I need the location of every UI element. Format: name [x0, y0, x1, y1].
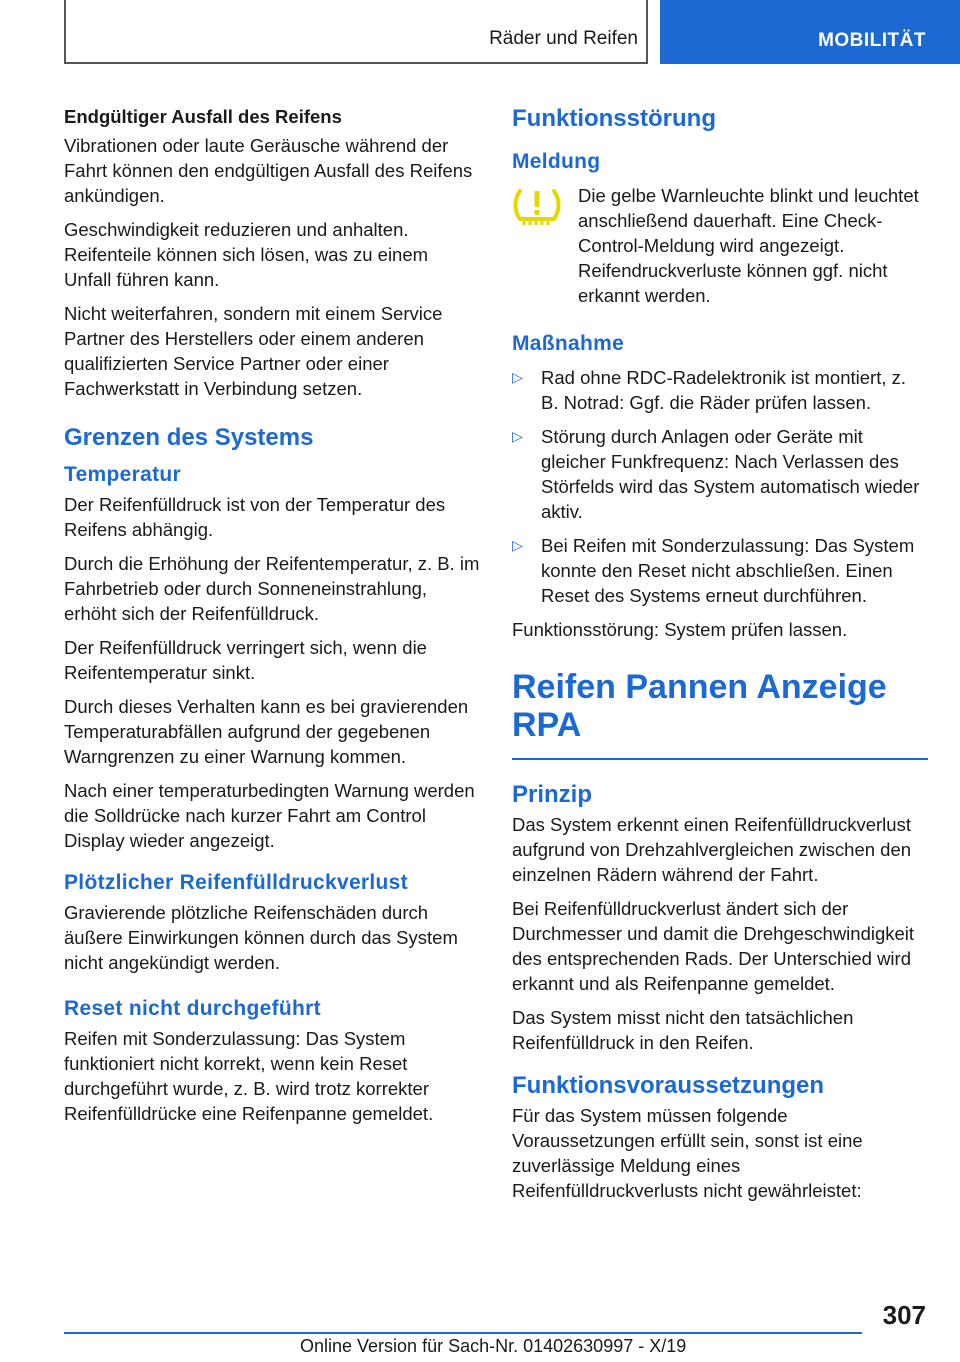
measure-list	[512, 365, 928, 608]
left-column	[64, 104, 480, 1135]
failure-title: Endgültiger Ausfall des Reifens	[64, 106, 342, 127]
heading-malfunction: Funktionsstörung	[512, 105, 716, 132]
heading-prerequisites: Funktionsvoraussetzungen	[512, 1072, 825, 1099]
heading-message: Meldung	[512, 150, 601, 173]
header-section-box	[64, 0, 648, 64]
malfunction-conclusion: Funktionsstörung: System prüfen lassen.	[512, 619, 848, 640]
failure-paragraph-1: Vibrationen oder laute Geräusche während der Fahrt können den endgültigen Ausfall des Reifens ankündigen.	[64, 135, 473, 206]
principle-paragraph-1: Das System erkennt einen Reifenfülldruckverlust aufgrund von Drehzahlvergleichen zwischen den einzelnen Rädern während der Fahrt.	[512, 814, 912, 885]
header-chapter-tab	[660, 0, 960, 64]
right-column	[512, 104, 928, 1212]
heading-reset-not-done: Reset nicht durchgeführt	[64, 997, 321, 1020]
header-chapter-label: MOBILITÄT	[818, 30, 926, 51]
header-section-title: Räder und Reifen	[489, 28, 638, 49]
failure-paragraph-2: Geschwindigkeit reduzieren und anhalten. Reifenteile können sich lösen, was zu einem Unfall führen kann.	[64, 219, 429, 290]
page-number: 307	[882, 1300, 926, 1330]
heading-sudden-pressure-loss: Plötzlicher Reifenfülldruckverlust	[64, 871, 408, 894]
list-item: ▷ Bei Reifen mit Sonderzulassung: Das System konnte den Reset nicht abschließen. Einen Reset des Systems erneut durchführen.	[512, 535, 915, 606]
triangle-bullet-icon: ▷	[512, 369, 523, 385]
tire-pressure-warning-icon	[512, 183, 562, 227]
footer-online-version: Online Version für Sach-Nr. 01402630997 - X/19	[300, 1336, 687, 1356]
prerequisites-paragraph: Für das System müssen folgende Voraussetzungen erfüllt sein, sonst ist eine zuverlässige Meldung eines Reifenfülldruckverlusts nicht gewährleistet:	[512, 1105, 863, 1201]
message-block	[512, 183, 928, 308]
heading-rpa: Reifen Pannen Anzeige RPA	[512, 668, 928, 760]
principle-paragraph-3: Das System misst nicht den tatsächlichen Reifenfülldruck in den Reifen.	[512, 1007, 854, 1053]
list-item: ▷ Rad ohne RDC-Radelektronik ist montiert, z. B. Notrad: Ggf. die Räder prüfen lassen.	[512, 367, 907, 413]
heading-principle: Prinzip	[512, 781, 593, 808]
heading-measure: Maßnahme	[512, 332, 625, 355]
reset-paragraph: Reifen mit Sonderzulassung: Das System funktioniert nicht korrekt, wenn kein Reset durchgeführt wurde, z. B. wird trotz korrekter Reifenfülldrücke eine Reifenpanne gemeldet.	[64, 1028, 434, 1124]
list-item: ▷ Störung durch Anlagen oder Geräte mit gleicher Funkfrequenz: Nach Verlassen des Störfelds wird das System automatisch wieder aktiv.	[512, 426, 920, 522]
heading-temperature: Temperatur	[64, 463, 181, 486]
temperature-paragraph-4: Durch dieses Verhalten kann es bei gravierenden Temperaturabfällen aufgrund der gegebenen Warngrenzen zu einer Warnung kommen.	[64, 696, 469, 767]
sudden-loss-paragraph: Gravierende plötzliche Reifenschäden durch äußere Einwirkungen können durch das System nicht angekündigt werden.	[64, 902, 458, 973]
triangle-bullet-icon: ▷	[512, 537, 523, 553]
heading-system-limits: Grenzen des Systems	[64, 424, 314, 451]
temperature-paragraph-3: Der Reifenfülldruck verringert sich, wenn die Reifentemperatur sinkt.	[64, 637, 427, 683]
temperature-paragraph-5: Nach einer temperaturbedingten Warnung werden die Solldrücke nach kurzer Fahrt am Control Display wieder angezeigt.	[64, 780, 475, 851]
message-paragraph: Die gelbe Warnleuchte blinkt und leuchtet anschließend dauerhaft. Eine Check-Control-Meldung wird angezeigt. Reifendruckverluste können ggf. nicht erkannt werden.	[578, 185, 919, 306]
principle-paragraph-2: Bei Reifenfülldruckverlust ändert sich der Durchmesser und damit die Drehgeschwindigkeit des entsprechenden Rads. Der Unterschied wird erkannt und als Reifenpanne gemeldet.	[512, 898, 915, 994]
temperature-paragraph-1: Der Reifenfülldruck ist von der Temperatur des Reifens abhängig.	[64, 494, 446, 540]
temperature-paragraph-2: Durch die Erhöhung der Reifentemperatur, z. B. im Fahrbetrieb oder durch Sonneneinstrahlung, erhöht sich der Reifenfülldruck.	[64, 553, 480, 624]
footer-divider	[64, 1332, 862, 1334]
triangle-bullet-icon: ▷	[512, 428, 523, 444]
failure-paragraph-3: Nicht weiterfahren, sondern mit einem Service Partner des Herstellers oder einem anderen qualifizierten Service Partner oder einer Fachwerkstatt in Verbindung setzen.	[64, 303, 443, 399]
